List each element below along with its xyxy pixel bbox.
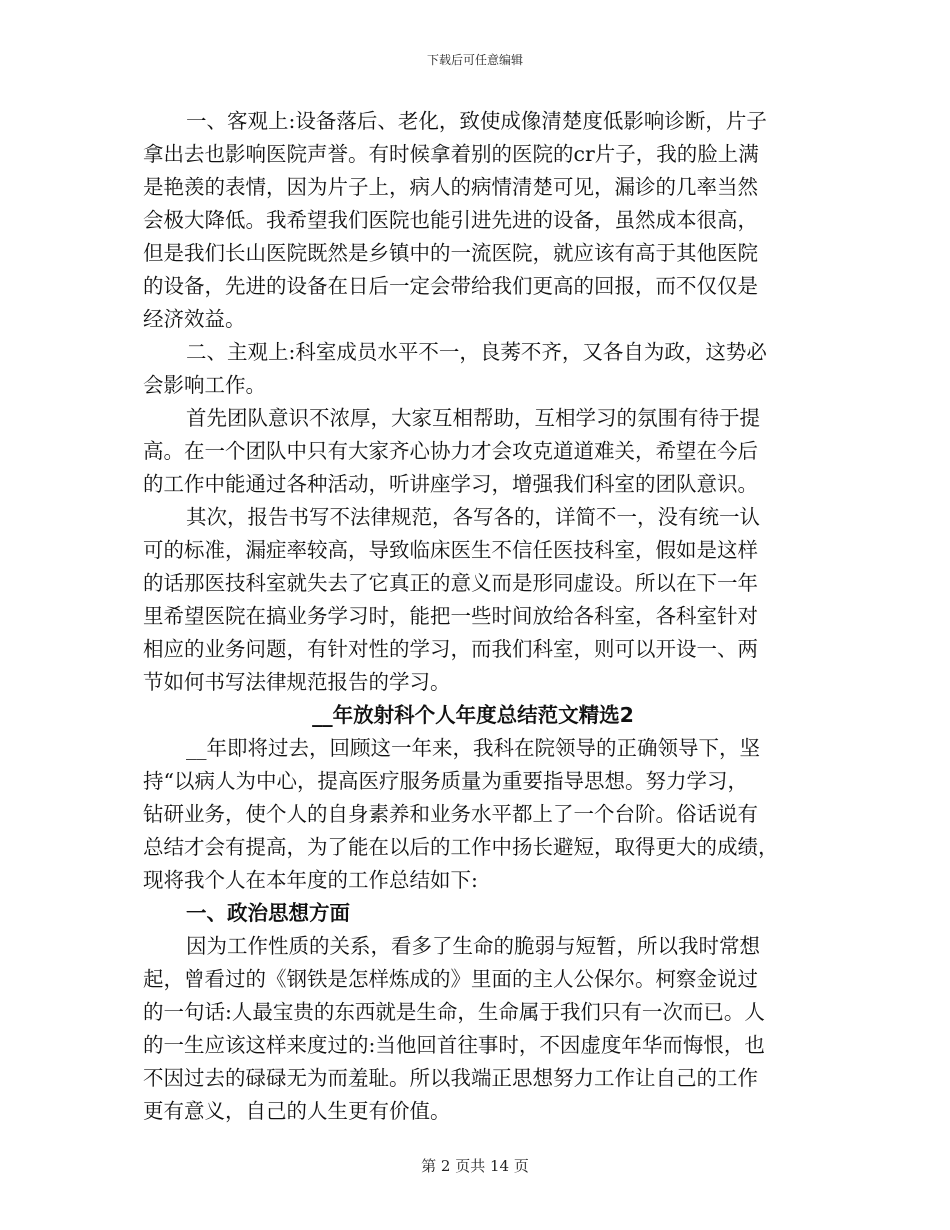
text-line: 可的标准，漏症率较高，导致临床医生不信任医技科室，假如是这样 — [143, 538, 758, 562]
text-line: 节如何书写法律规范报告的学习。 — [143, 670, 451, 694]
text-line: 现将我个人在本年度的工作总结如下: — [143, 868, 478, 892]
text-line: 高。在一个团队中只有大家齐心协力才会攻克道道难关，希望在今后 — [143, 439, 758, 463]
text-line: 的设备，先进的设备在日后一定会带给我们更高的回报，而不仅仅是 — [143, 274, 758, 298]
page-header: 下载后可任意编辑 — [426, 53, 523, 67]
text-line: 的一生应该这样来度过的:当他回首往事时，不因虚度年华而悔恨，也 — [143, 1033, 765, 1057]
text-line: 总结才会有提高，为了能在以后的工作中扬长避短，取得更大的成绩， — [143, 835, 779, 859]
document-body — [143, 105, 803, 1128]
text-line: 会极大降低。我希望我们医院也能引进先进的设备，虽然成本很高， — [143, 208, 758, 232]
text-line: 不因过去的碌碌无为而羞耻。所以我端正思想努力工作让自己的工作 — [143, 1066, 758, 1090]
text-line: 持“以病人为中心，提高医疗服务质量为重要指导思想。努力学习， — [143, 769, 748, 793]
page-footer: 第 2 页共 14 页 — [421, 1157, 529, 1175]
text-line: 的话那医技科室就失去了它真正的意义而是形同虚设。所以在下一年 — [143, 571, 758, 595]
text-line: 拿出去也影响医院声誉。有时候拿着别的医院的cr片子，我的脸上满 — [143, 142, 759, 166]
text-line: 二、主观上:科室成员水平不一，良莠不齐，又各自为政，这势必 — [186, 340, 767, 364]
text-line: 更有意义，自己的人生更有价值。 — [143, 1099, 451, 1123]
paragraph-block-3 — [143, 930, 803, 1128]
text-line: 起，曾看过的《钢铁是怎样炼成的》里面的主人公保尔。柯察金说过 — [143, 967, 758, 991]
text-line: 的工作中能通过各种活动，听讲座学习，增强我们科室的团队意识。 — [143, 472, 758, 496]
text-line: 是艳羡的表情，因为片子上，病人的病情清楚可见，漏诊的几率当然 — [143, 175, 758, 199]
text-line: 钻研业务，使个人的自身素养和业务水平都上了一个台阶。俗话说有 — [143, 802, 758, 826]
text-line: 里希望医院在搞业务学习时，能把一些时间放给各科室，各科室针对 — [143, 604, 758, 628]
text-line: __年即将过去，回顾这一年来，我科在院领导的正确领导下，坚 — [186, 736, 760, 760]
text-line: 首先团队意识不浓厚，大家互相帮助，互相学习的氛围有待于提 — [186, 406, 760, 430]
text-line: 其次，报告书写不法律规范，各写各的，详简不一，没有统一认 — [186, 505, 760, 529]
text-line: 经济效益。 — [143, 307, 246, 331]
text-line: 相应的业务问题，有针对性的学习，而我们科室，则可以开设一、两 — [143, 637, 758, 661]
text-line: 因为工作性质的关系，看多了生命的脆弱与短暂，所以我时常想 — [186, 934, 760, 958]
text-line: 但是我们长山医院既然是乡镇中的一流医院，就应该有高于其他医院 — [143, 241, 758, 265]
text-line: 会影响工作。 — [143, 373, 266, 397]
section-title: __年放射科个人年度总结范文精选2 — [312, 703, 634, 727]
paragraph-block-1 — [143, 105, 803, 699]
text-line: 一、客观上:设备落后、老化，致使成像清楚度低影响诊断，片子 — [186, 109, 767, 133]
text-line: 的一句话:人最宝贵的东西就是生命，生命属于我们只有一次而已。人 — [143, 1000, 765, 1024]
subheading: 一、政治思想方面 — [186, 901, 350, 925]
paragraph-block-2 — [143, 732, 803, 897]
